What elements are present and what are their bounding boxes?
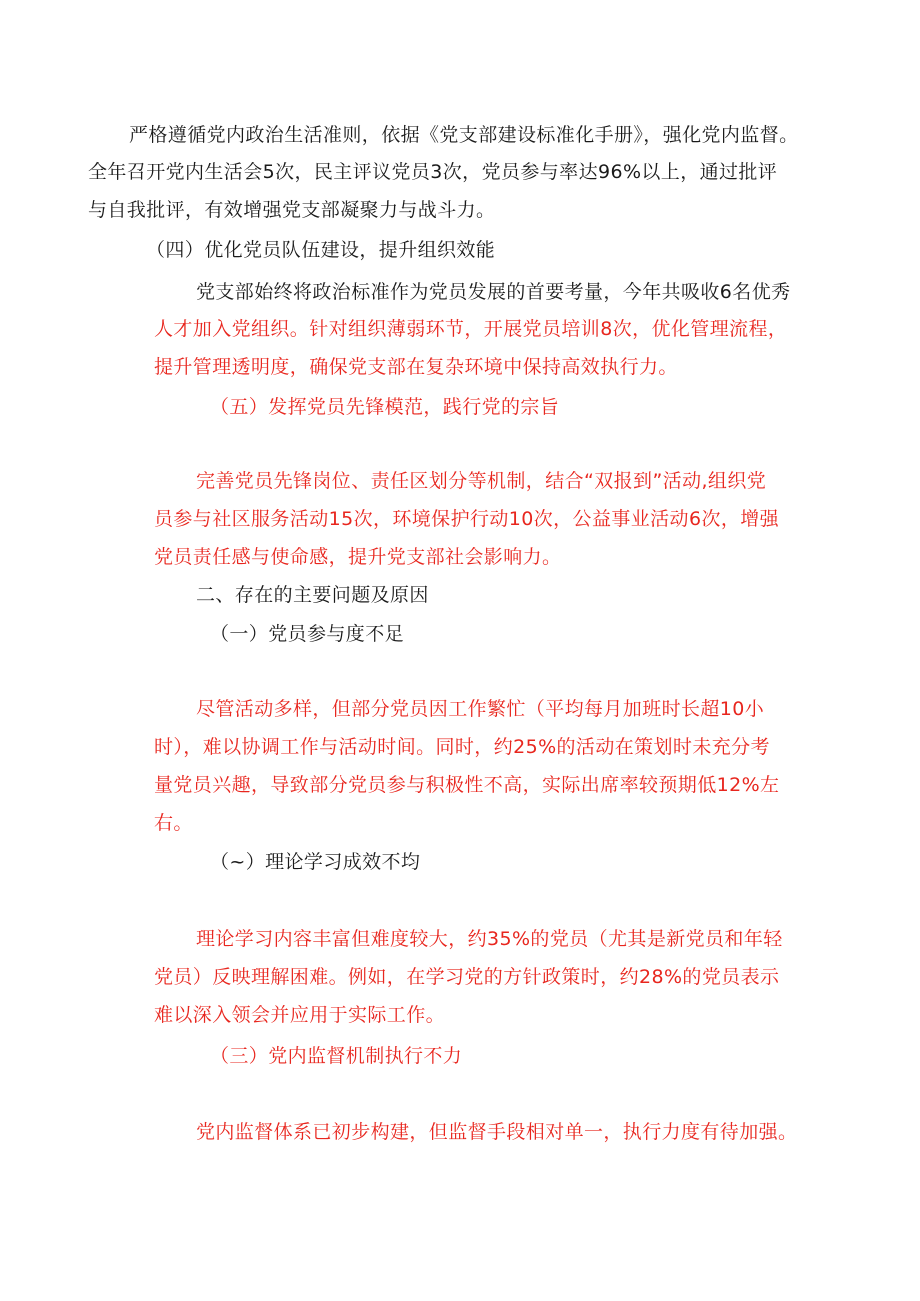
text-line: 员参与社区服务活动15次，环境保护行动10次，公益事业活动6次，增强 [154,508,780,530]
text-line: 量党员兴趣，导致部分党员参与积极性不高，实际出席率较预期低12%左 [154,774,780,796]
text-line: 完善党员先锋岗位、责任区划分等机制，结合“双报到”活动,组织党 [196,470,767,492]
subheading-participation: （一）党员参与度不足 [210,623,405,645]
text-line: 提升管理透明度，确保党支部在复杂环境中保持高效执行力。 [154,356,678,378]
text-line: 尽管活动多样，但部分党员因工作繁忙（平均每月加班时长超10小 [196,698,765,720]
heading-problems: 二、存在的主要问题及原因 [196,584,429,606]
text-line: 全年召开党内生活会5次，民主评议党员3次，党员参与率达96%以上，通过批评 [88,161,778,183]
text-line: 党内监督体系已初步构建，但监督手段相对单一，执行力度有待加强。 [196,1121,798,1143]
subheading-study: （~）理论学习成效不均 [210,851,421,873]
text-line: 理论学习内容丰富但难度较大，约35%的党员（尤其是新党员和年轻 [196,928,783,950]
heading-section-5: （五）发挥党员先锋模范，践行党的宗旨 [210,396,560,418]
text-line: 人才加入党组织。针对组织薄弱环节，开展党员培训8次，优化管理流程， [154,318,788,340]
text-line: 右。 [154,812,193,834]
heading-section-4: （四）优化党员队伍建设，提升组织效能 [146,239,496,261]
text-line: 难以深入领会并应用于实际工作。 [154,1004,446,1026]
text-line: 时），难以协调工作与活动时间。同时，约25%的活动在策划时未充分考 [154,736,770,758]
subheading-oversight: （三）党内监督机制执行不力 [210,1045,463,1067]
text-line: 党支部始终将政治标准作为党员发展的首要考量，今年共吸收6名优秀 [196,281,791,303]
text-line: 党员责任感与使命感，提升党支部社会影响力。 [154,546,562,568]
text-line: 与自我批评，有效增强党支部凝聚力与战斗力。 [88,199,496,221]
text-line: 严格遵循党内政治生活准则，依据《党支部建设标准化手册》，强化党内监督。 [129,124,799,146]
text-line: 党员）反映理解困难。例如，在学习党的方针政策时，约28%的党员表示 [154,966,780,988]
